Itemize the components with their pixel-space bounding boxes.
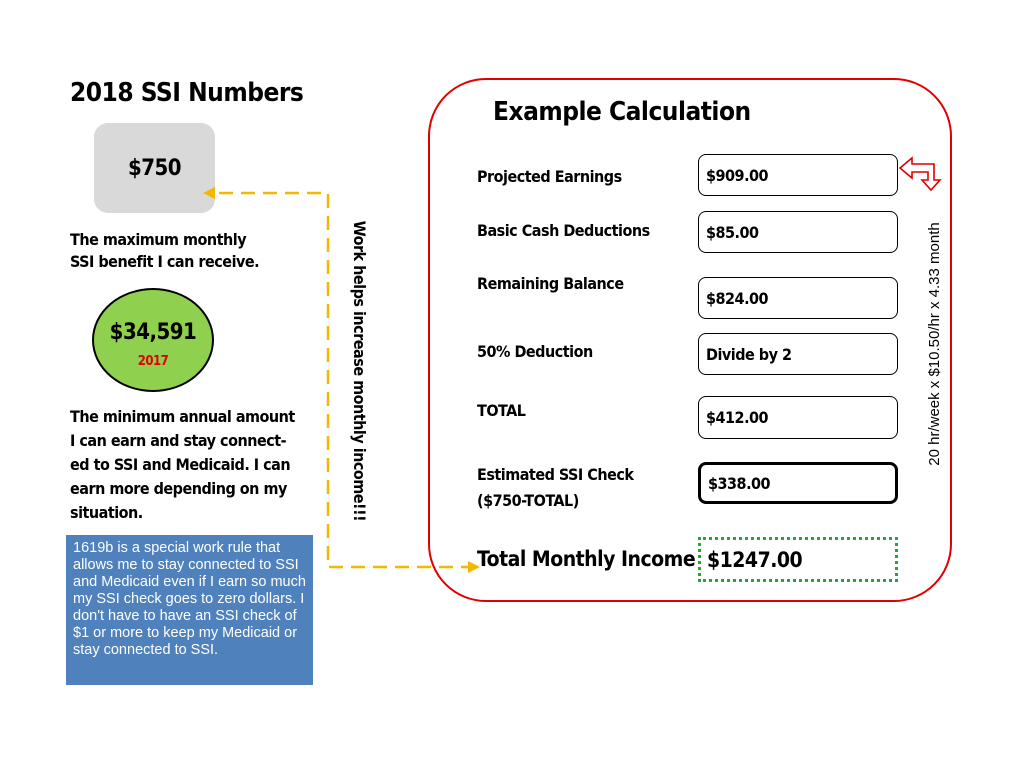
rule-1619b-text: 1619b is a special work rule that allows me to stay connected to SSI and Medicaid even if I earn so much my SSI check goes to zero dollars. I don't have to have an SSI check of $1 or more to keep my Medicaid or stay connected to SSI. bbox=[73, 540, 306, 658]
max-benefit-desc-line: SSI benefit I can receive. bbox=[70, 252, 260, 271]
row-value-total: $412.00 bbox=[698, 396, 898, 439]
min-annual-desc-line: ed to SSI and Medicaid. I can bbox=[70, 455, 291, 474]
row-value-remaining-balance: $824.00 bbox=[698, 277, 898, 319]
page-title: 2018 SSI Numbers bbox=[70, 78, 304, 108]
row-value-basic-cash-deductions: $85.00 bbox=[698, 211, 898, 253]
formula-text: 20 hr/week x $10.50/hr x 4.33 month bbox=[926, 222, 943, 466]
row-label-line: ($750-TOTAL) bbox=[477, 491, 579, 510]
row-label-50-percent-deduction: 50% Deduction bbox=[477, 342, 593, 361]
min-annual-desc-line: situation. bbox=[70, 503, 143, 522]
max-benefit-desc-line: The maximum monthly bbox=[70, 230, 247, 249]
row-value-50-percent-deduction: Divide by 2 bbox=[698, 333, 898, 375]
formula-annotation bbox=[918, 185, 948, 503]
row-value-projected-earnings: $909.00 bbox=[698, 154, 898, 196]
min-annual-value: $34,591 bbox=[109, 320, 197, 345]
vertical-note-text: Work helps increase monthly income!!! bbox=[350, 220, 369, 522]
calculation-title: Example Calculation bbox=[493, 97, 751, 127]
row-label-total: TOTAL bbox=[477, 401, 526, 420]
vertical-note bbox=[350, 210, 382, 532]
total-monthly-income-value: $1247.00 bbox=[698, 537, 898, 582]
row-label-remaining-balance: Remaining Balance bbox=[477, 274, 624, 293]
min-annual-desc-line: I can earn and stay connect- bbox=[70, 431, 287, 450]
row-value-estimated-ssi-check: $338.00 bbox=[698, 462, 898, 504]
row-label-basic-cash-deductions: Basic Cash Deductions bbox=[477, 221, 650, 240]
row-label-line: Estimated SSI Check bbox=[477, 465, 634, 484]
min-annual-year: 2017 bbox=[137, 354, 169, 369]
min-annual-desc-line: The minimum annual amount bbox=[70, 407, 295, 426]
min-annual-desc-line: earn more depending on my bbox=[70, 479, 287, 498]
row-label-estimated-ssi-check bbox=[477, 462, 633, 514]
total-monthly-income-label: Total Monthly Income bbox=[477, 547, 696, 571]
max-benefit-value: $750 bbox=[127, 155, 182, 181]
arrowhead-left-icon bbox=[203, 187, 215, 199]
row-label-projected-earnings: Projected Earnings bbox=[477, 167, 622, 186]
